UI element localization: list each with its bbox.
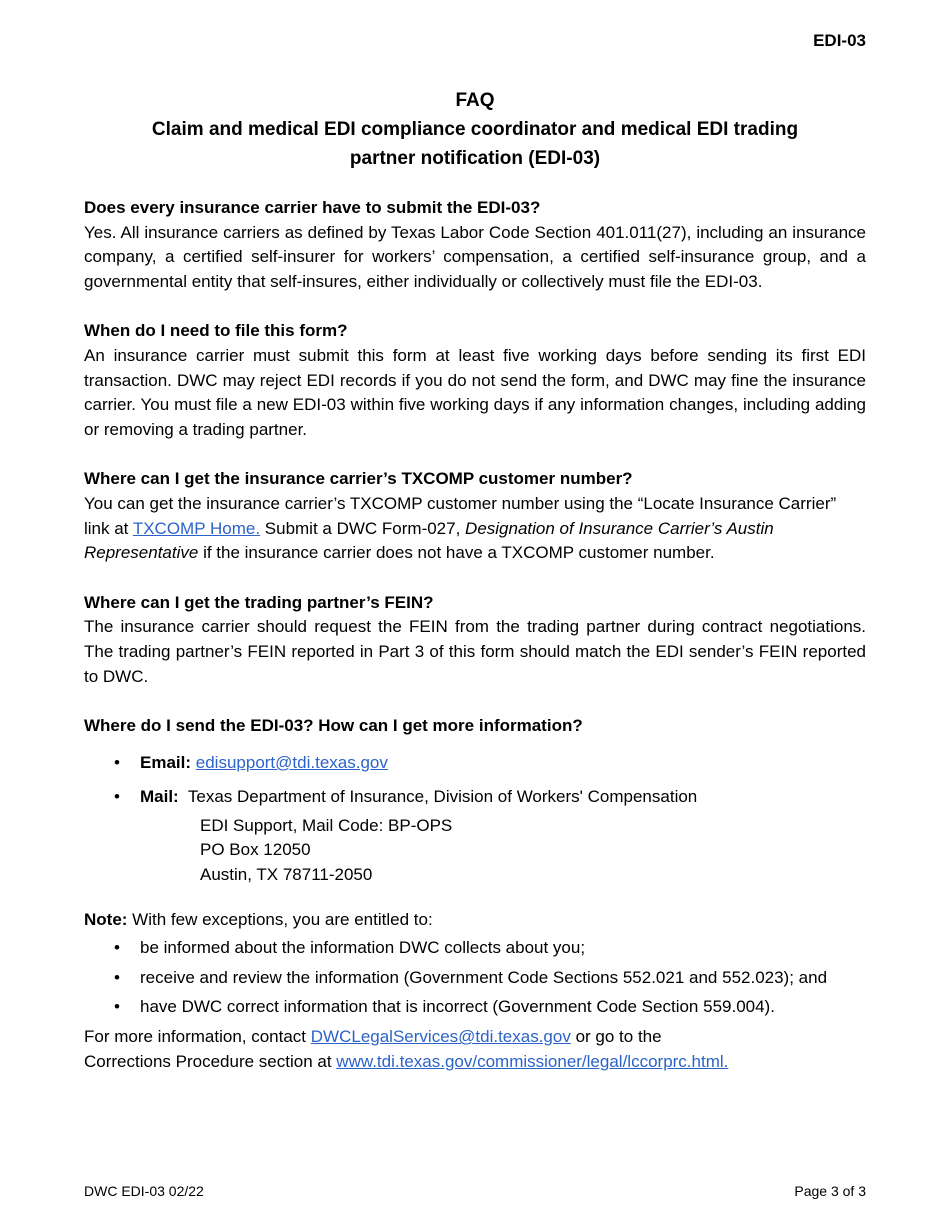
contact-list: [84, 751, 866, 810]
rights-item-text: have DWC correct information that is incorrect (Government Code Section 559.004).: [140, 997, 775, 1017]
form-id: EDI-03: [813, 31, 866, 50]
bullet: •: [114, 752, 120, 772]
more-info-text-3: Corrections Procedure section at: [84, 1051, 337, 1071]
footer-form-version: DWC EDI-03 02/22: [84, 1183, 204, 1199]
mail-label: Mail:: [140, 787, 179, 807]
mail-line-3: PO Box 12050: [200, 840, 311, 860]
footer-page-number: Page 3 of 3: [794, 1183, 866, 1199]
mail-line-4: Austin, TX 78711-2050: [200, 865, 373, 885]
form-027-title: Designation of Insurance Carrier’s Austin Representative: [84, 518, 774, 563]
more-info: [84, 1025, 866, 1074]
rights-list: [84, 936, 866, 1020]
document-title-line-2: partner notification (EDI-03): [349, 148, 601, 169]
more-info-text-2: or go to the: [570, 1027, 662, 1047]
bullet: •: [114, 938, 120, 958]
faq-answer-3-text: You can get the insurance carrier’s TXCOMP customer number using the “Locate Insurance Carrier” link at: [84, 493, 837, 538]
rights-item: [84, 966, 866, 991]
rights-item: [84, 995, 866, 1020]
email-link[interactable]: edisupport@tdi.texas.gov: [195, 752, 388, 772]
faq-answer-2: An insurance carrier must submit this form at least five working days before sending its first EDI transaction. DWC may reject EDI records if you do not send the form, and DWC may fine the insurance carrier. You must file a new EDI-03 within five working days if any information changes, including adding or removing a trading partner.: [84, 345, 866, 439]
faq-question-2: When do I need to file this form?: [84, 321, 348, 341]
more-info-text-1: For more information, contact: [84, 1027, 311, 1047]
note-label: Note:: [84, 909, 128, 929]
bullet: •: [114, 997, 120, 1017]
faq-question-1: Does every insurance carrier have to submit the EDI-03?: [84, 198, 541, 217]
mail-line-2: EDI Support, Mail Code: BP-OPS: [200, 815, 453, 835]
corrections-procedure-link[interactable]: www.tdi.texas.gov/commissioner/legal/lccorprc.html.: [336, 1051, 729, 1071]
mail-address: [84, 814, 866, 888]
faq-answer-3-text-2: Submit a DWC Form-027,: [260, 518, 466, 538]
faq-question-5: Where do I send the EDI-03? How can I get more information?: [84, 716, 583, 736]
note-intro: [84, 908, 866, 933]
faq-question-3: Where can I get the insurance carrier’s TXCOMP customer number?: [84, 469, 633, 489]
document-title-line-1: Claim and medical EDI compliance coordinator and medical EDI trading: [151, 119, 799, 140]
mail-line-1: Texas Department of Insurance, Division of Workers' Compensation: [187, 787, 698, 807]
faq-question-4: Where can I get the trading partner’s FEIN?: [84, 592, 434, 612]
faq-heading: FAQ: [455, 90, 495, 111]
email-label: Email:: [140, 752, 192, 772]
rights-item-text: be informed about the information DWC collects about you;: [140, 938, 586, 958]
note-intro-text: With few exceptions, you are entitled to:: [127, 909, 433, 929]
contact-email: [84, 751, 866, 776]
faq-body: [84, 196, 866, 1074]
faq-answer-3: [84, 492, 866, 566]
faq-answer-4: The insurance carrier should request the FEIN from the trading partner during contract negotiations. The trading partner’s FEIN reported in Part 3 of this form should match the EDI sender’s FEIN reported to DWC.: [84, 617, 866, 686]
faq-answer-3-text-3: if the insurance carrier does not have a TXCOMP customer number.: [198, 543, 715, 563]
legal-services-email-link[interactable]: DWCLegalServices@tdi.texas.gov: [310, 1027, 571, 1047]
bullet: •: [114, 787, 120, 807]
rights-item: [84, 936, 866, 961]
faq-answer-1: Yes. All insurance carriers as defined by Texas Labor Code Section 401.011(27), including an insurance company, a certified self-insurer for workers’ compensation, a certified self-insurance group, and a governmental entity that self-insures, either individually or collectively must file the EDI-03.: [84, 222, 866, 291]
bullet: •: [114, 967, 120, 987]
rights-item-text: receive and review the information (Government Code Sections 552.021 and 552.023); and: [140, 967, 828, 987]
contact-mail: [84, 785, 866, 810]
txcomp-home-link[interactable]: TXCOMP Home.: [132, 518, 261, 538]
